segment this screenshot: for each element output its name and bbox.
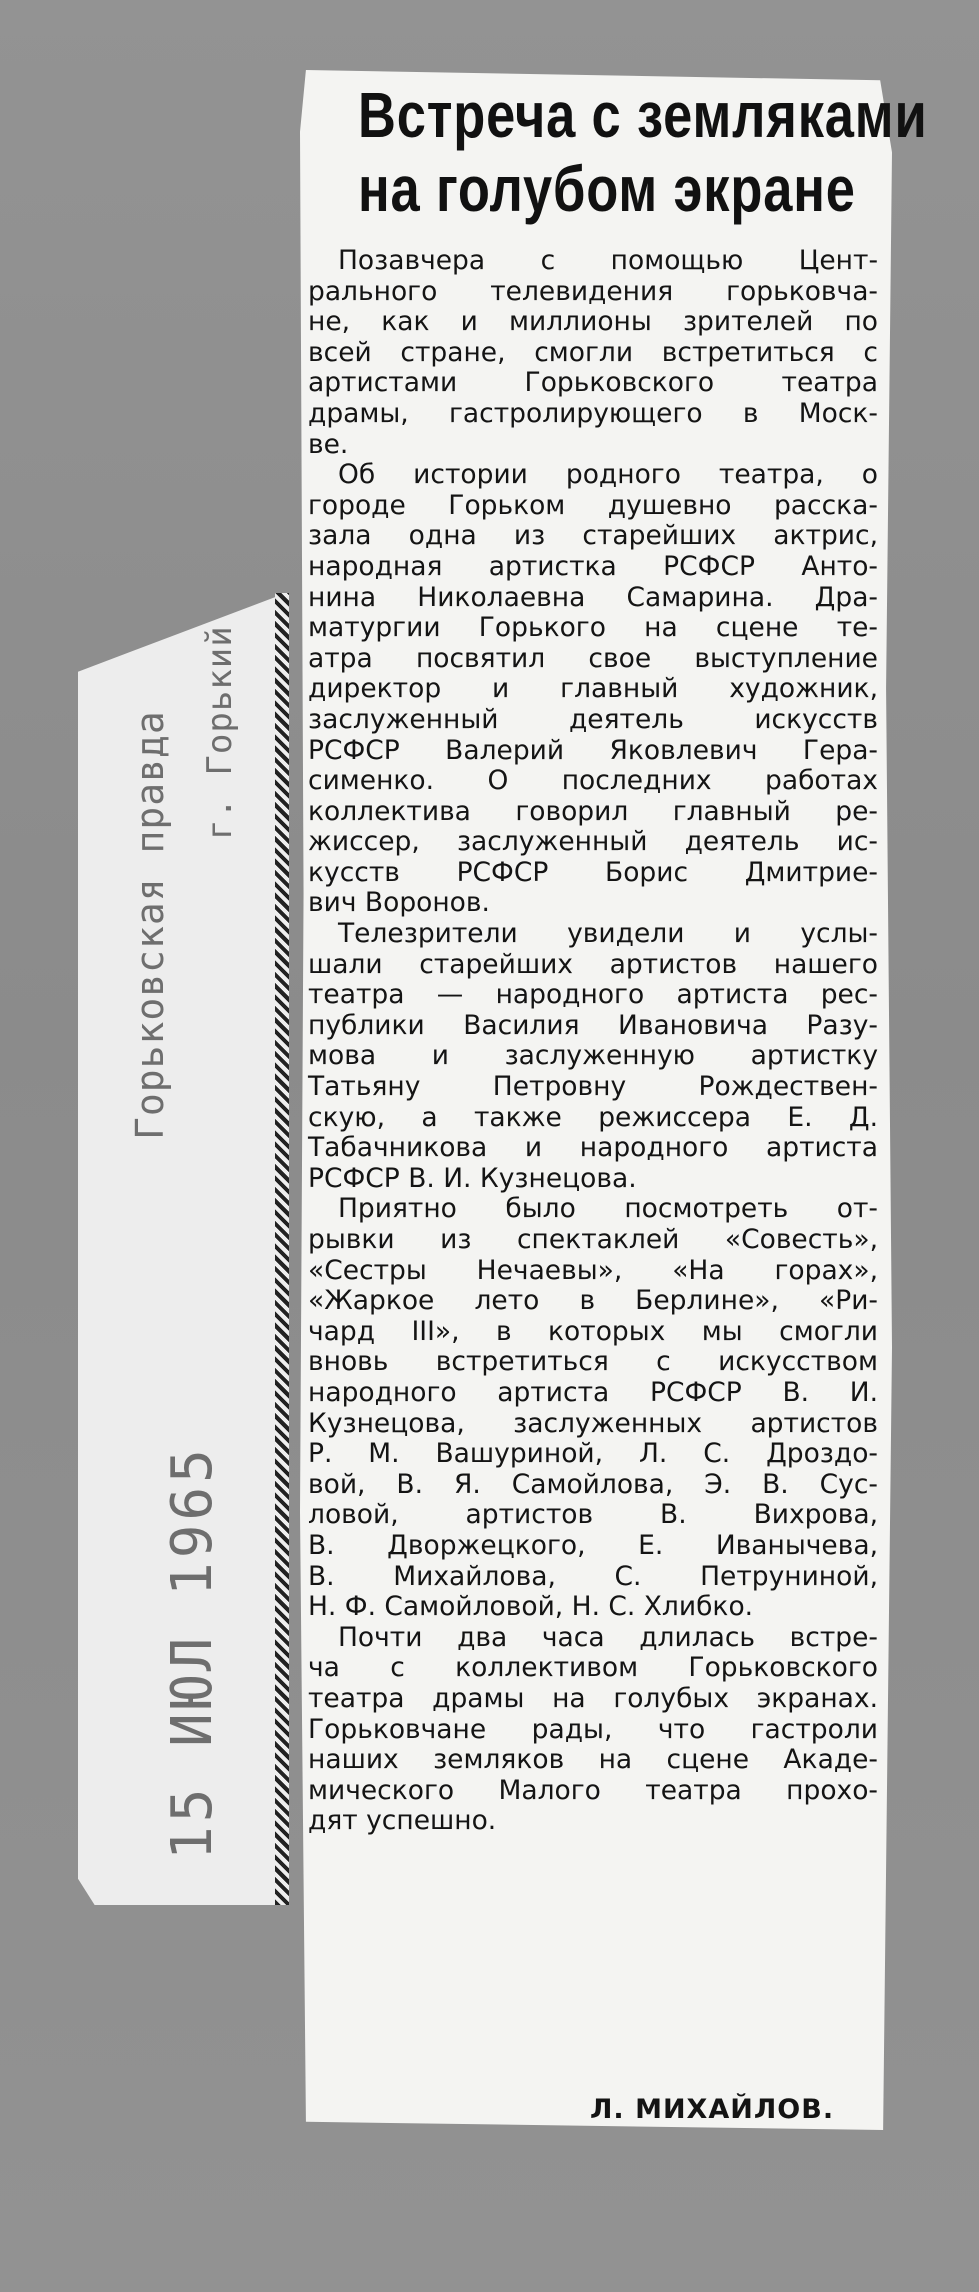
stamp-newspaper-name: Горьковская правда xyxy=(128,710,172,1140)
article-line: В. Михайлова, С. Петруниной, xyxy=(308,1560,878,1592)
article-line: зала одна из старейших актрис, xyxy=(308,520,878,552)
article-line: В. Дворжецкого, Е. Иванычева, xyxy=(308,1529,878,1561)
article-line: Об истории родного театра, о xyxy=(338,459,878,491)
article-line: театра — народного артиста рес- xyxy=(308,979,878,1011)
article-line: театра драмы на голубых экранах. xyxy=(308,1682,878,1714)
article-line: рального телевидения горьковча- xyxy=(308,275,878,307)
article-line: вой, В. Я. Самойлова, Э. В. Сус- xyxy=(308,1468,878,1500)
article-signature: Л. МИХАЙЛОВ. xyxy=(590,2094,835,2125)
stamp-date: 15 ИЮЛ 1965 xyxy=(160,1445,225,1860)
article-line: народная артистка РСФСР Анто- xyxy=(308,550,878,582)
article-paragraph xyxy=(308,919,878,1194)
article-line: Табачникова и народного артиста xyxy=(308,1132,878,1164)
article-line: ве. xyxy=(308,428,349,460)
article-line: чард III», в которых мы смогли xyxy=(308,1315,878,1347)
article-line: мического Малого театра прохо- xyxy=(308,1774,878,1806)
stamp-hatched-edge xyxy=(275,593,289,1905)
article-line: городе Горьком душевно расска- xyxy=(308,489,878,521)
article-line: «Жаркое лето в Берлине», «Ри- xyxy=(308,1285,878,1317)
article-line: Р. М. Вашуриной, Л. С. Дроздо- xyxy=(308,1438,878,1470)
article-body xyxy=(308,246,878,1837)
article-line: рывки из спектаклей «Совесть», xyxy=(308,1224,878,1255)
article-line: артистами Горьковского театра xyxy=(308,367,878,399)
stamp-city: г. Горький xyxy=(200,625,240,840)
article-line: кусств РСФСР Борис Дмитрие- xyxy=(308,856,878,888)
article-paragraph xyxy=(308,1623,878,1837)
article-line: народного артиста РСФСР В. И. xyxy=(308,1376,878,1408)
article-line: наших земляков на сцене Акаде- xyxy=(308,1744,878,1776)
article-line: Почти два часа длилась встре- xyxy=(338,1621,878,1653)
article-line: вич Воронов. xyxy=(308,887,490,919)
article-line: «Сестры Нечаевы», «На горах», xyxy=(308,1254,878,1286)
article-line: скую, а также режиссера Е. Д. xyxy=(308,1101,878,1133)
article-line: коллектива говорил главный ре- xyxy=(308,795,878,827)
article-line: Н. Ф. Самойловой, Н. С. Хлибко. xyxy=(308,1591,754,1623)
article-title-line: на голубом экране xyxy=(358,153,856,225)
article-paragraph xyxy=(308,246,878,460)
article-line: всей стране, смогли встретиться с xyxy=(308,336,878,368)
article-line: публики Василия Ивановича Разу- xyxy=(308,1009,878,1041)
article-line: Кузнецова, заслуженных артистов xyxy=(308,1407,878,1439)
article-line: заслуженный деятель искусств xyxy=(308,703,878,735)
article-line: РСФСР В. И. Кузнецова. xyxy=(308,1162,637,1194)
article-line: ча с коллективом Горьковского xyxy=(308,1652,878,1684)
article-paragraph xyxy=(308,460,878,919)
article-line: директор и главный художник, xyxy=(308,673,878,705)
article-line: матургии Горького на сцене те- xyxy=(308,612,878,644)
article-line: Позавчера с помощью Цент- xyxy=(338,245,878,276)
article-line: не, как и миллионы зрителей по xyxy=(308,306,878,338)
article-line: нина Николаевна Самарина. Дра- xyxy=(308,581,878,613)
article-paragraph xyxy=(308,1194,878,1622)
article-line: Горьковчане рады, что гастроли xyxy=(308,1713,878,1745)
article-line: мова и заслуженную артистку xyxy=(308,1040,878,1072)
article-line: атра посвятил свое выступление xyxy=(308,642,878,674)
article-line: жиссер, заслуженный деятель ис- xyxy=(308,826,878,858)
article-line: РСФСР Валерий Яковлевич Гера- xyxy=(308,734,878,766)
article-line: драмы, гастролирующего в Моск- xyxy=(308,397,878,429)
article-line: шали старейших артистов нашего xyxy=(308,948,878,980)
article-line: сименко. О последних работах xyxy=(308,765,878,797)
article-line: Телезрители увидели и услы- xyxy=(338,918,878,950)
article-line: Приятно было посмотреть от- xyxy=(338,1193,878,1225)
article-line: вновь встретиться с искусством xyxy=(308,1346,878,1378)
article-line: ловой, артистов В. Вихрова, xyxy=(308,1499,878,1531)
article-title-line: Встреча с земляками xyxy=(358,79,928,151)
article-line: Татьяну Петровну Рождествен- xyxy=(308,1071,878,1103)
article-title xyxy=(358,78,928,226)
article-line: дят успешно. xyxy=(308,1805,497,1837)
